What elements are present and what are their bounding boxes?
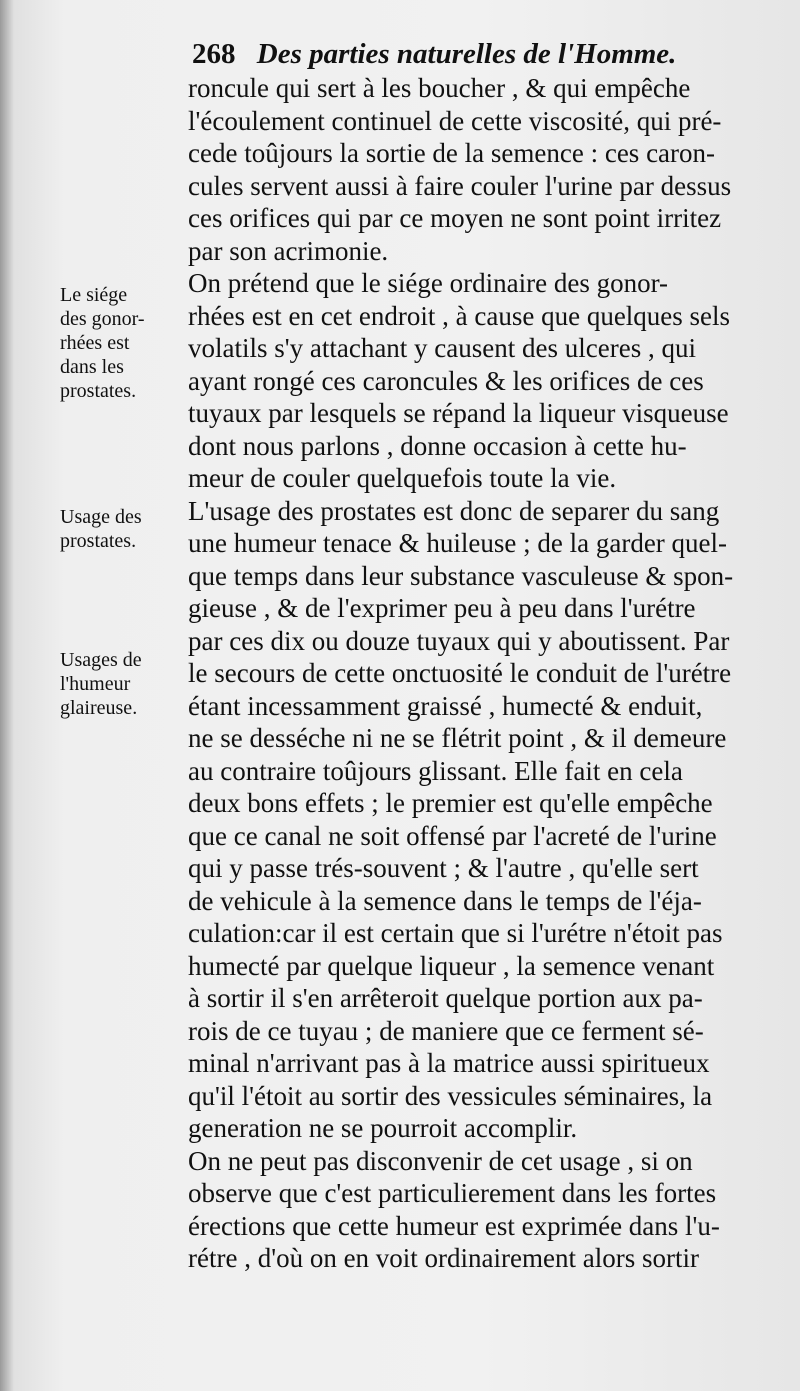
text-line: par ces dix ou douze tuyaux qui y aboutissent. Par bbox=[188, 625, 730, 656]
text-line: rois de ce tuyau ; de maniere que ce ferment sé- bbox=[188, 1015, 704, 1046]
text-line: cules servent aussi à faire couler l'urine par dessus bbox=[188, 170, 732, 201]
text-line: minal n'arrivant pas à la matrice aussi spiritueux bbox=[188, 1048, 710, 1078]
text-line: meur de couler quelquefois toute la vie. bbox=[188, 463, 617, 493]
text-line: dont nous parlons , donne occasion à cette hu- bbox=[188, 430, 687, 461]
text-line: gieuse , & de l'exprimer peu à peu dans l'urétre bbox=[188, 593, 696, 623]
text-line: au contraire toûjours glissant. Elle fait en cela bbox=[188, 755, 683, 786]
margin-note-line: l'humeur bbox=[60, 673, 131, 695]
margin-note-line: Le siége bbox=[60, 284, 128, 306]
margin-note-line: prostates. bbox=[60, 530, 137, 552]
text-line: le secours de cette onctuosité le conduit de l'urétre bbox=[188, 658, 732, 688]
text-line: ces orifices qui par ce moyen ne sont point irritez bbox=[188, 203, 722, 233]
text-line: l'écoulement continuel de cette viscosité, qui pré- bbox=[188, 105, 722, 136]
text-line: ayant rongé ces caroncules & les orifices de ces bbox=[188, 365, 704, 396]
text-line: qui y passe trés-souvent ; & l'autre , qu'elle sert bbox=[188, 853, 699, 883]
text-line: par son acrimonie. bbox=[188, 235, 389, 266]
text-line: L'usage des prostates est donc de separer du sang bbox=[188, 495, 720, 526]
margin-note-line: Usage des bbox=[60, 506, 142, 528]
text-line: que ce canal ne soit offensé par l'acreté de l'urine bbox=[188, 820, 717, 851]
text-line: qu'il l'étoit au sortir des vessicules séminaires, la bbox=[188, 1080, 713, 1111]
margin-note-line: rhées est bbox=[60, 332, 130, 354]
text-line: On prétend que le siége ordinaire des gonor- bbox=[188, 268, 669, 298]
text-line: une humeur tenace & huileuse ; de la garder quel- bbox=[188, 528, 728, 558]
body-text bbox=[188, 72, 768, 1275]
text-line: à sortir il s'en arrêteroit quelque portion aux pa- bbox=[188, 983, 703, 1013]
text-line: observe que c'est particulierement dans les fortes bbox=[188, 1178, 717, 1208]
text-line: tuyaux par lesquels se répand la liqueur visqueuse bbox=[188, 398, 729, 428]
margin-note-gonorrhees bbox=[60, 283, 185, 403]
text-line: culation:car il est certain que si l'urétre n'étoit pas bbox=[188, 918, 723, 948]
page-number: 268 bbox=[192, 38, 236, 70]
text-line: volatils s'y attachant y causent des ulceres , qui bbox=[188, 333, 696, 363]
text-line: humecté par quelque liqueur , la semence venant bbox=[188, 950, 715, 981]
text-line: On ne peut pas disconvenir de cet usage , si on bbox=[188, 1145, 693, 1176]
text-line: rhées est en cet endroit , à cause que quelques sels bbox=[188, 300, 731, 331]
text-line: rétre , d'où on en voit ordinairement alors sortir bbox=[188, 1243, 699, 1273]
page-edge-shadow bbox=[0, 0, 14, 1391]
text-line: érections que cette humeur est exprimée dans l'u- bbox=[188, 1210, 720, 1241]
margin-note-humeur-glaireuse bbox=[60, 648, 185, 720]
margin-note-usage-prostates bbox=[60, 505, 185, 553]
text-line: generation ne se pourroit accomplir. bbox=[188, 1113, 578, 1143]
running-title: Des parties naturelles de l'Homme. bbox=[256, 38, 677, 70]
text-line: ne se desséche ni ne se flétrit point , & il demeure bbox=[188, 723, 727, 753]
text-line: cede toûjours la sortie de la semence : ces caron- bbox=[188, 138, 716, 168]
margin-note-line: Usages de bbox=[60, 649, 142, 671]
margin-note-line: des gonor- bbox=[60, 308, 145, 330]
margin-note-line: dans les bbox=[60, 356, 124, 378]
text-line: étant incessamment graissé , humecté & enduit, bbox=[188, 690, 703, 721]
text-line: roncule qui sert à les boucher , & qui empêche bbox=[188, 73, 691, 103]
margin-note-line: glaireuse. bbox=[60, 697, 138, 719]
margin-note-line: prostates. bbox=[60, 380, 137, 402]
text-line: que temps dans leur substance vasculeuse & spon- bbox=[188, 560, 734, 591]
text-line: de vehicule à la semence dans le temps de l'éja- bbox=[188, 885, 702, 916]
text-line: deux bons effets ; le premier est qu'elle empêche bbox=[188, 788, 713, 818]
